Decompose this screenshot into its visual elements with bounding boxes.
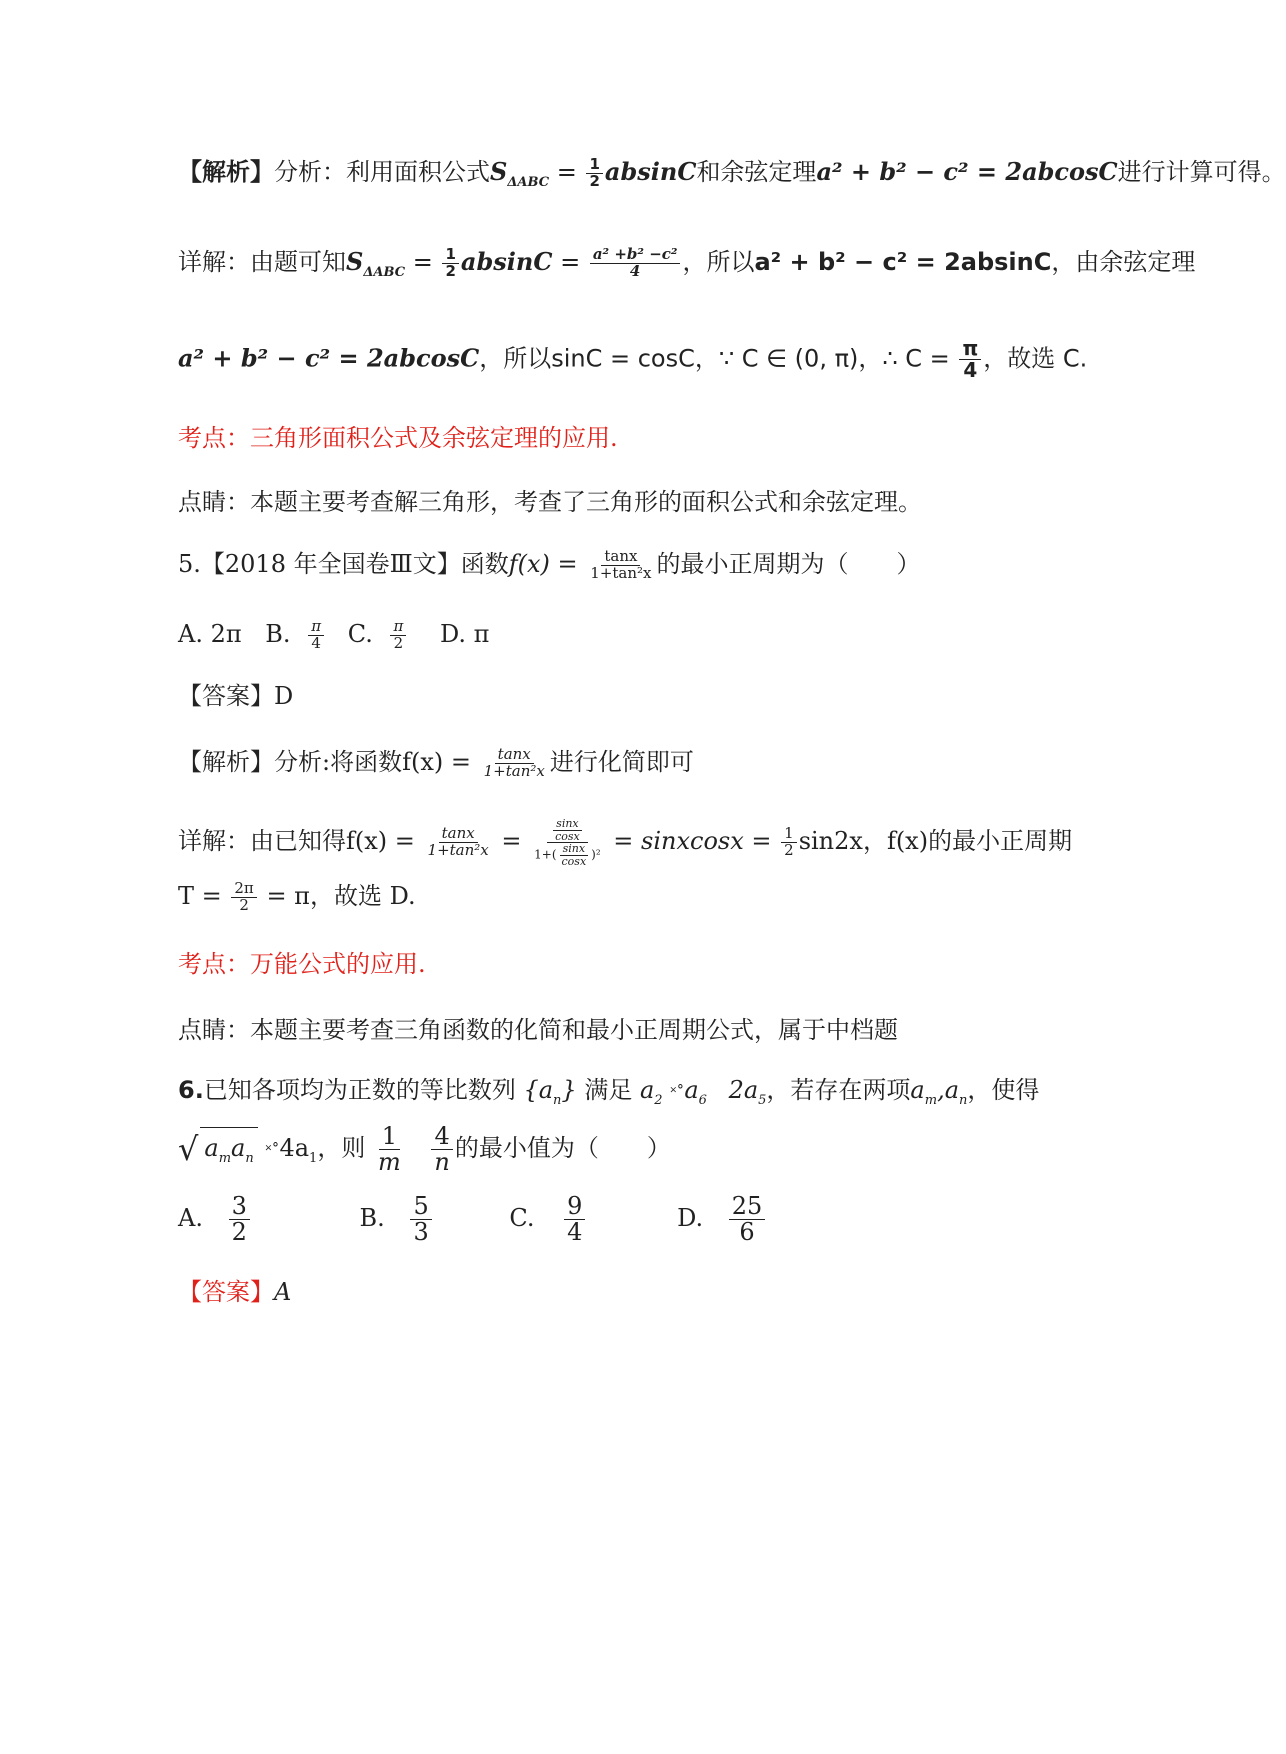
- absinc-term: absinC: [460, 247, 553, 276]
- q6-option-b-label: B.: [359, 1204, 385, 1233]
- broken-symbol-glyph: ˟˚: [265, 1141, 280, 1161]
- detail-mid: ，所以: [682, 248, 755, 276]
- analysis-tag: 【解析】: [178, 158, 274, 186]
- question-6-line-2: [178, 1124, 671, 1179]
- dianjing-2: 点睛：本题主要考查三角函数的化简和最小正周期公式，属于中档题: [178, 1016, 898, 1044]
- q5-analysis: [178, 742, 694, 782]
- q6-answer: [178, 1272, 291, 1312]
- q5-detail: [178, 818, 1072, 867]
- cosine-formula: a² + b² − c² = 2abcosC: [816, 157, 1118, 186]
- area-symbol: S: [490, 157, 508, 186]
- q5-detail-suffix: sin2x，f(x)的最小正周期: [798, 827, 1073, 856]
- q6-text: 已知各项均为正数的等比数列: [203, 1076, 516, 1104]
- q5-options: [178, 614, 489, 654]
- q5-analysis-prefix: 【解析】分析:将函数f(x) =: [178, 748, 471, 776]
- q5-detail-2: [178, 876, 416, 916]
- q6-option-a-fraction: $\frac{3}{2}$: [229, 1194, 250, 1245]
- seq-symbol: $\{a_n\}$: [523, 1076, 577, 1108]
- satisfy-text: 满足: [584, 1076, 633, 1104]
- equals-sign: =: [412, 248, 433, 276]
- area-fraction: $\frac{\text{a² +b² −c²}}{4}$: [590, 247, 681, 280]
- absinc-term: absinC: [604, 157, 697, 186]
- pi-over-4-fraction: $\frac{\pi}{4}$: [959, 338, 981, 381]
- question-5: [178, 544, 921, 584]
- period-prefix: T =: [178, 882, 222, 910]
- sqrt-symbol: √: [178, 1130, 199, 1169]
- area-symbol: S: [346, 247, 364, 276]
- tan-fraction: $\frac{\tan x}{\text{1+tan²x}}$: [483, 745, 545, 780]
- q6-suffix: ，使得: [967, 1076, 1040, 1104]
- equals-sign: =: [556, 158, 577, 186]
- detail-suffix: ，故选 C.: [983, 344, 1088, 373]
- sinxcosx-term: = sinxcosx =: [613, 827, 772, 856]
- period-suffix: = π，故选 D.: [266, 882, 416, 910]
- detail-suffix: ，由余弦定理: [1051, 248, 1196, 276]
- analysis-mid: 和余弦定理: [696, 158, 817, 186]
- sine-formula: a² + b² − c² = 2absinC: [754, 248, 1052, 276]
- q5-detail-prefix: 详解：由已知得f(x) =: [178, 827, 415, 856]
- a6-term: $a_6$: [684, 1076, 707, 1108]
- q6-option-b-fraction: $\frac{5}{3}$: [410, 1194, 431, 1245]
- q6-number: 6.: [178, 1076, 204, 1104]
- four-a1-term: $4a_1$: [279, 1134, 318, 1166]
- q6-option-d-fraction: $\frac{25}{6}$: [729, 1194, 766, 1245]
- q5-answer: 【答案】D: [178, 682, 294, 710]
- q6-option-a-label: A.: [178, 1204, 203, 1233]
- detail-mid: ，所以sinC = cosC，∵ C ∈ (0, π)，∴ C =: [479, 344, 950, 373]
- tan-fraction: $\frac{\tan x}{\text{1+tan²x}}$: [427, 824, 489, 860]
- analysis-prefix: 分析：利用面积公式: [274, 158, 490, 186]
- q6-options: [178, 1194, 767, 1245]
- q5-option-c-fraction: $\frac{\pi}{2}$: [390, 619, 406, 652]
- half-fraction: $\frac{1}{2}$: [442, 247, 458, 280]
- kaodian-2: 考点：万能公式的应用.: [178, 950, 426, 978]
- equals-sign-2: =: [560, 248, 581, 276]
- q6-option-d-label: D.: [677, 1204, 704, 1233]
- q5-option-d: D. π: [439, 620, 490, 648]
- q5-prefix: 5.【2018 年全国卷Ⅲ文】函数: [178, 550, 509, 578]
- a2-term: $a_2$: [639, 1076, 663, 1108]
- q6-mid: ，若存在两项: [766, 1076, 911, 1104]
- analysis-line-1: [178, 152, 1286, 203]
- two-a5-term: $2a_5$: [728, 1076, 767, 1108]
- detail-prefix: 详解：由题可知: [178, 248, 346, 276]
- q5-analysis-suffix: 进行化简即可: [549, 748, 694, 776]
- q5-option-c-label: C.: [347, 620, 373, 648]
- half-fraction: $\frac{1}{2}$: [586, 157, 602, 190]
- broken-symbol-glyph: ˟˚: [670, 1083, 685, 1102]
- question-6-line-1: [178, 1070, 1039, 1121]
- q6-option-c-fraction: $\frac{9}{4}$: [564, 1194, 585, 1245]
- am-an-terms: $a_m,a_n$: [910, 1076, 968, 1108]
- q5-option-b-label: B.: [265, 620, 291, 648]
- equals-sign: =: [557, 550, 578, 578]
- one-over-m-fraction: $\frac{1}{m}$: [377, 1122, 401, 1177]
- detail-line-1b: [178, 338, 1087, 381]
- q5-option-a: A. 2π: [178, 620, 242, 648]
- cosine-formula: a² + b² − c² = 2abcosC: [178, 343, 480, 373]
- equals-sign: =: [501, 827, 522, 856]
- answer-value: A: [274, 1278, 292, 1306]
- kaodian-1: 考点：三角形面积公式及余弦定理的应用.: [178, 424, 618, 452]
- fx-symbol: f(x): [508, 550, 550, 578]
- two-pi-fraction: $\frac{2\pi}{2}$: [231, 881, 256, 914]
- half-fraction: $\frac{1}{2}$: [781, 826, 797, 859]
- q5-suffix: 的最小正周期为（ ）: [656, 550, 921, 578]
- area-subscript: ΔABC: [507, 174, 550, 190]
- dianjing-1: 点睛：本题主要考查解三角形，考查了三角形的面积公式和余弦定理。: [178, 488, 922, 516]
- answer-tag: 【答案】: [178, 1278, 274, 1306]
- area-subscript: ΔABC: [363, 264, 406, 280]
- then-text: ，则: [317, 1134, 366, 1163]
- detail-line-1: [178, 242, 1195, 293]
- tan-fraction: $\frac{\tan x}{\text{1+tan²x}}$: [590, 547, 652, 582]
- sin-cos-compound-fraction: $\frac{\sin x}{\cos x}$ 1+( $\frac{\sin x}{\cos x}$ )²: [534, 817, 601, 868]
- sqrt-content: $a_ma_n$: [200, 1127, 257, 1179]
- q6-l2-suffix: 的最小值为（ ）: [454, 1134, 671, 1163]
- q6-option-c-label: C.: [509, 1204, 535, 1233]
- q5-option-b-fraction: $\frac{\pi}{4}$: [308, 619, 324, 652]
- four-over-n-fraction: $\frac{4}{n}$: [431, 1124, 452, 1175]
- analysis-suffix: 进行计算可得。: [1117, 158, 1286, 186]
